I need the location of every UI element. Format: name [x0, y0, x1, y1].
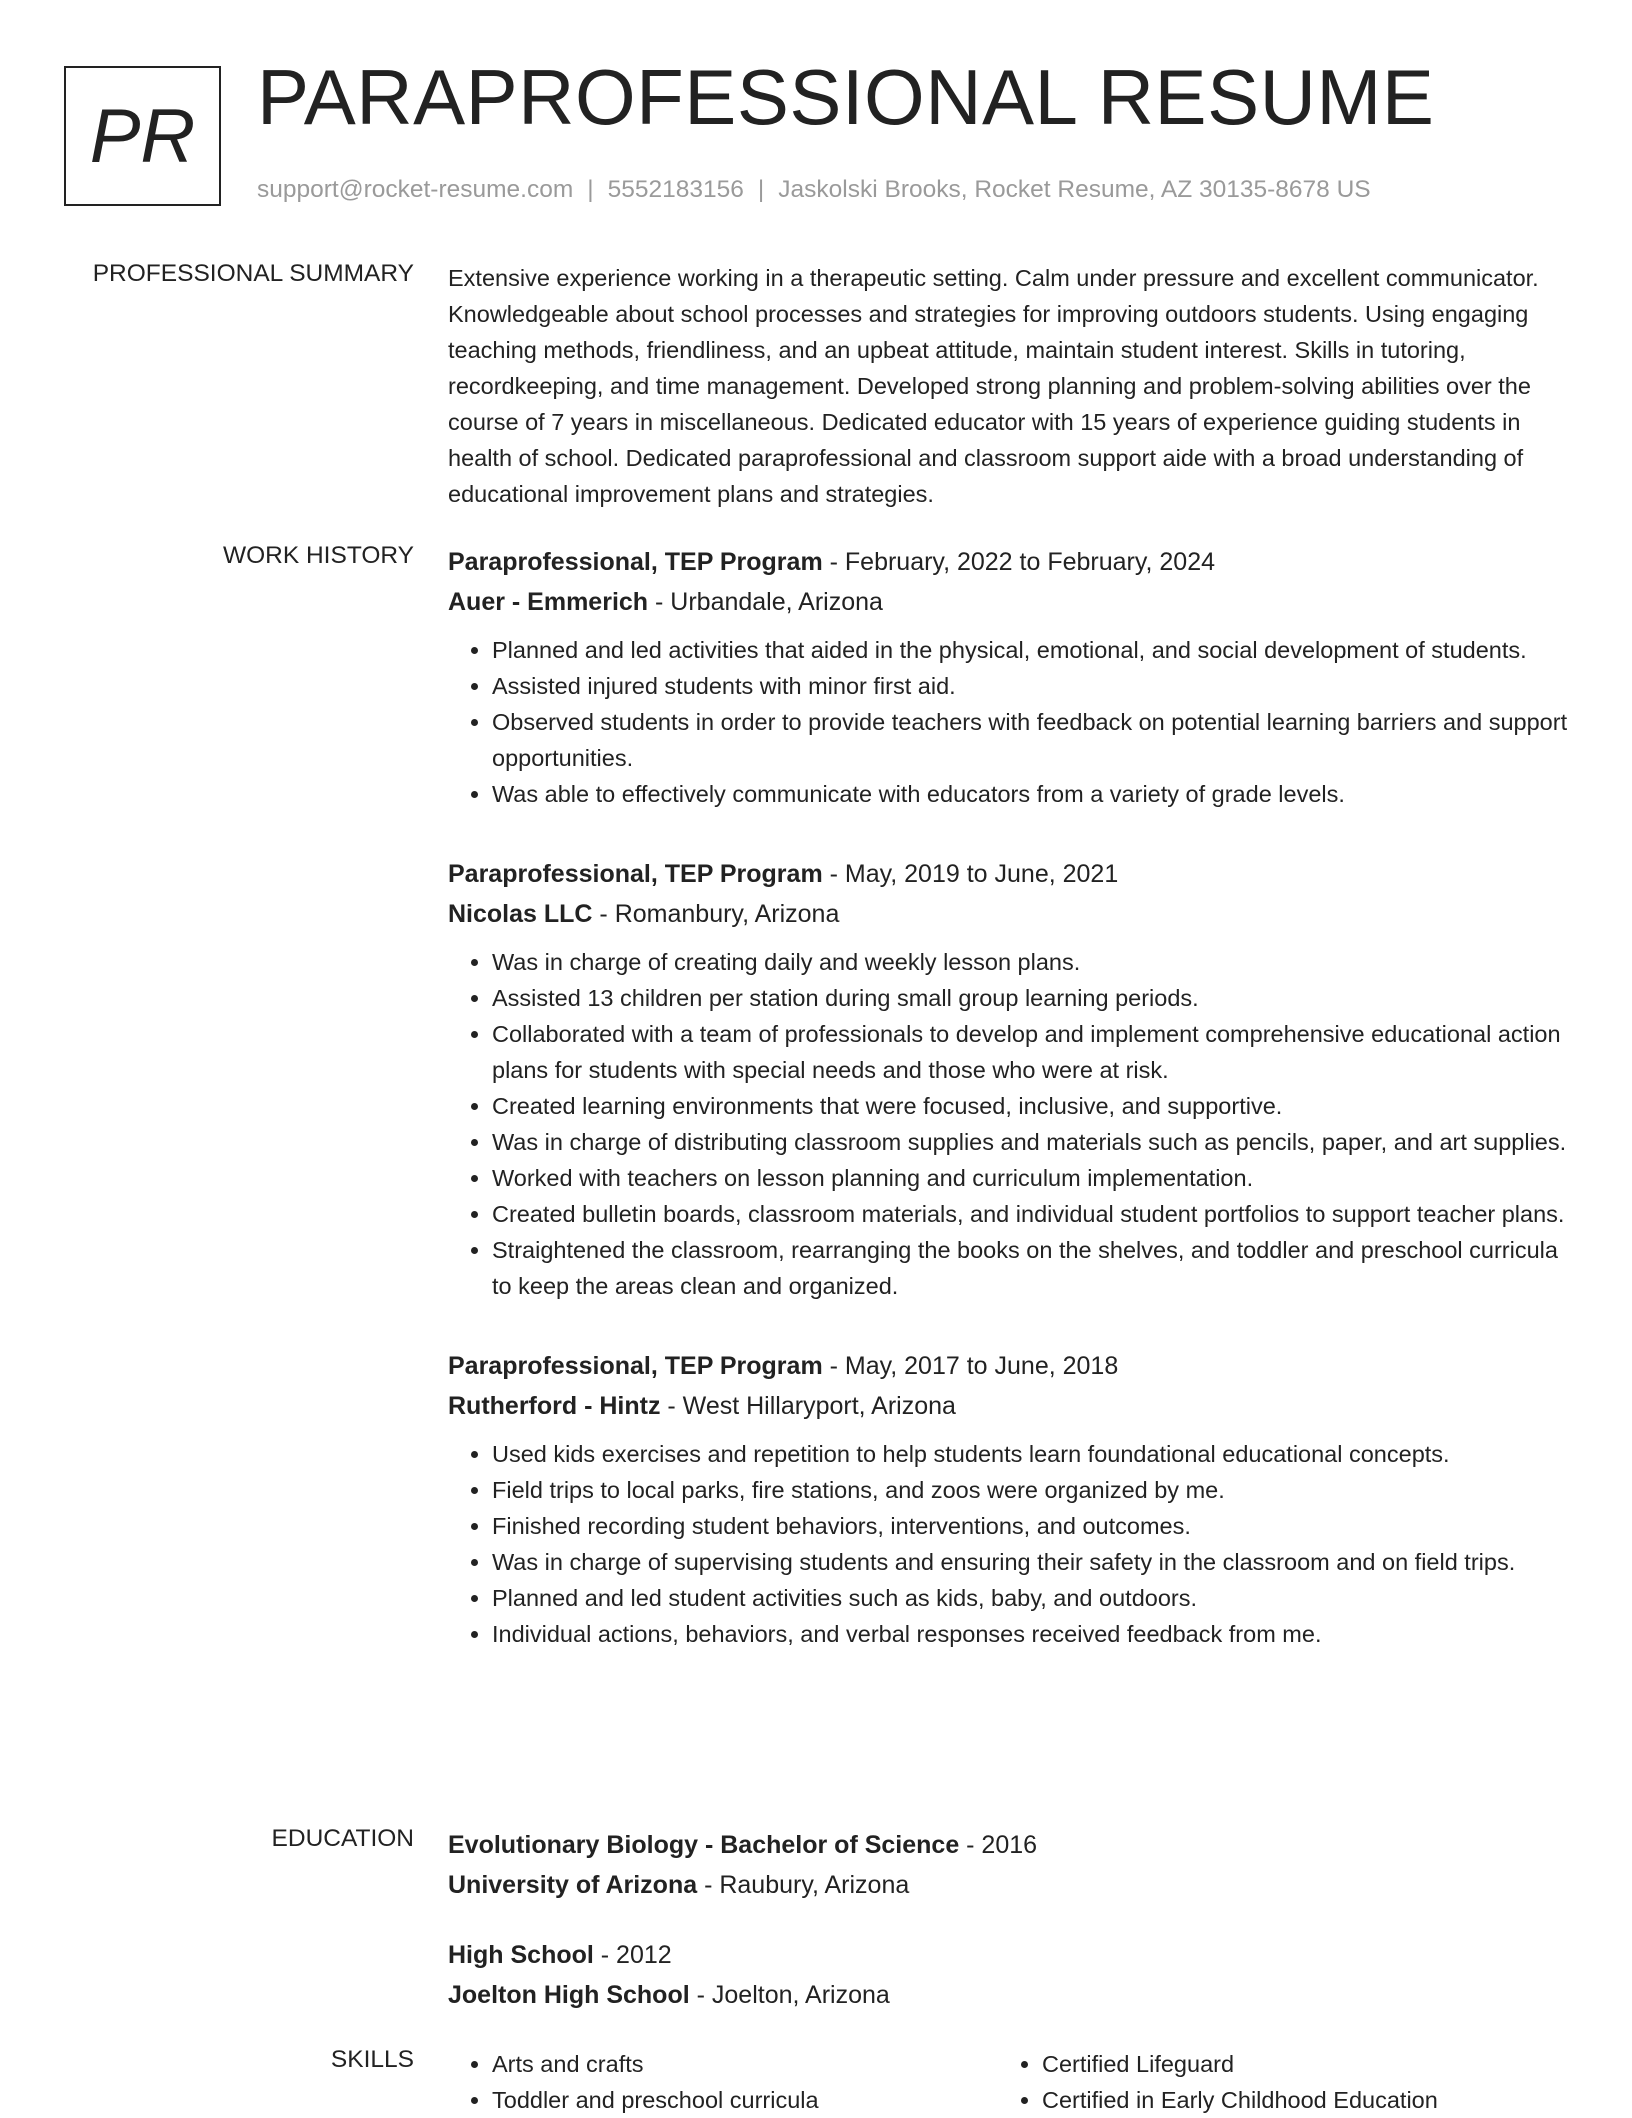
monogram-logo: PR: [64, 66, 221, 206]
school-line: [448, 1975, 1568, 2015]
job-bullet: • Field trips to local parks, fire stations, and zoos were organized by me.: [492, 1472, 1568, 1508]
degree-year: - 2012: [593, 1941, 672, 1969]
job-title: Paraprofessional, TEP Program: [448, 860, 823, 888]
degree-year: - 2016: [959, 1831, 1038, 1859]
job-bullet: • Created bulletin boards, classroom materials, and individual student portfolios to support teacher plans.: [492, 1196, 1568, 1232]
job-company: Auer - Emmerich: [448, 588, 649, 616]
job-bullet: • Was able to effectively communicate with educators from a variety of grade levels.: [492, 776, 1568, 812]
resume-title: PARAPROFESSIONAL RESUME: [257, 53, 1435, 141]
job-company-line: [448, 1386, 1568, 1426]
education-entry: [448, 1935, 1568, 2015]
job-title: Paraprofessional, TEP Program: [448, 1352, 823, 1380]
school-location: - Joelton, Arizona: [689, 1981, 890, 2009]
job-location: - Urbandale, Arizona: [648, 588, 883, 616]
skills-grid: [448, 2046, 1568, 2118]
job-bullet: • Straightened the classroom, rearranging the books on the shelves, and toddler and preschool curricula to keep the areas clean and organized.: [492, 1232, 1568, 1304]
education-entry: [448, 1825, 1568, 1905]
job-location: - Romanbury, Arizona: [592, 900, 840, 928]
job-bullet: • Created learning environments that were focused, inclusive, and supportive.: [492, 1088, 1568, 1124]
job-title: Paraprofessional, TEP Program: [448, 548, 823, 576]
job-location: - West Hillaryport, Arizona: [660, 1392, 956, 1420]
section-label-skills: SKILLS: [330, 2046, 414, 2073]
contact-phone[interactable]: 5552183156: [607, 176, 744, 203]
skill-item: • Arts and crafts: [492, 2046, 998, 2082]
job-bullet: • Planned and led student activities such as kids, baby, and outdoors.: [492, 1580, 1568, 1616]
school-location: - Raubury, Arizona: [697, 1871, 910, 1899]
job-company-line: [448, 582, 1568, 622]
section-label-work-history: WORK HISTORY: [222, 542, 414, 569]
contact-address: Jaskolski Brooks, Rocket Resume, AZ 30135-8678 US: [778, 176, 1371, 203]
skill-item: • Certified in Early Childhood Education: [1042, 2082, 1548, 2118]
job-bullet: • Finished recording student behaviors, interventions, and outcomes.: [492, 1508, 1568, 1544]
job-dates: - February, 2022 to February, 2024: [822, 548, 1216, 576]
job-dates: - May, 2017 to June, 2018: [822, 1352, 1119, 1380]
job-bullet: • Individual actions, behaviors, and verbal responses received feedback from me.: [492, 1616, 1568, 1652]
job-bullet: • Assisted 13 children per station during small group learning periods.: [492, 980, 1568, 1016]
school: University of Arizona: [448, 1871, 698, 1899]
contact-email[interactable]: support@rocket-resume.com: [257, 176, 574, 203]
job-bullets: [448, 632, 1568, 812]
degree: Evolutionary Biology - Bachelor of Science: [448, 1831, 960, 1859]
job-company: Rutherford - Hintz: [448, 1392, 661, 1420]
job-bullet: • Was in charge of supervising students and ensuring their safety in the classroom and on field trips.: [492, 1544, 1568, 1580]
degree-line: [448, 1935, 1568, 1975]
school-line: [448, 1865, 1568, 1905]
job-bullet: • Observed students in order to provide teachers with feedback on potential learning barriers and support opportunities.: [492, 704, 1568, 776]
job-title-line: [448, 854, 1568, 894]
school: Joelton High School: [448, 1981, 690, 2009]
section-label-summary: PROFESSIONAL SUMMARY: [92, 260, 414, 287]
skill-item: • Toddler and preschool curricula: [492, 2082, 998, 2118]
job-company-line: [448, 894, 1568, 934]
job-bullets: [448, 1436, 1568, 1652]
job-company: Nicolas LLC: [448, 900, 593, 928]
contact-separator: |: [587, 176, 594, 203]
job-bullet: • Collaborated with a team of professionals to develop and implement comprehensive educational action plans for students with special needs and those who were at risk.: [492, 1016, 1568, 1088]
job-bullet: • Was in charge of distributing classroom supplies and materials such as pencils, paper, and art supplies.: [492, 1124, 1568, 1160]
job-title-line: [448, 1346, 1568, 1386]
job-bullets: [448, 944, 1568, 1304]
contact-separator: |: [757, 176, 765, 203]
job-title-line: [448, 542, 1568, 582]
job-bullet: • Was in charge of creating daily and weekly lesson plans.: [492, 944, 1568, 980]
job-bullet: • Used kids exercises and repetition to help students learn foundational educational concepts.: [492, 1436, 1568, 1472]
section-label-education: EDUCATION: [271, 1825, 414, 1852]
job-entry: [448, 1346, 1568, 1652]
job-bullet: • Planned and led activities that aided in the physical, emotional, and social development of students.: [492, 632, 1568, 668]
job-entry: [448, 542, 1568, 812]
job-dates: - May, 2019 to June, 2021: [822, 860, 1119, 888]
skills-column-left: [448, 2046, 998, 2118]
summary-text: Extensive experience working in a therapeutic setting. Calm under pressure and excellent communicator. Knowledgeable about school processes and strategies for improving outdoors students. Using engaging teaching methods, friendliness, and an upbeat attitude, maintain student interest. Skills in tutoring, recordkeeping, and time management. Developed strong planning and problem-solving abilities over the course of 7 years in miscellaneous. Dedicated educator with 15 years of experience guiding students in health of school. Dedicated paraprofessional and classroom support aide with a broad understanding of educational improvement plans and strategies.: [448, 265, 1539, 507]
degree: High School: [448, 1941, 594, 1969]
skill-item: • Certified Lifeguard: [1042, 2046, 1548, 2082]
degree-line: [448, 1825, 1568, 1865]
contact-line: [257, 176, 1371, 204]
job-entry: [448, 854, 1568, 1304]
job-bullet: • Worked with teachers on lesson planning and curriculum implementation.: [492, 1160, 1568, 1196]
job-bullet: • Assisted injured students with minor first aid.: [492, 668, 1568, 704]
skills-column-right: [998, 2046, 1548, 2118]
